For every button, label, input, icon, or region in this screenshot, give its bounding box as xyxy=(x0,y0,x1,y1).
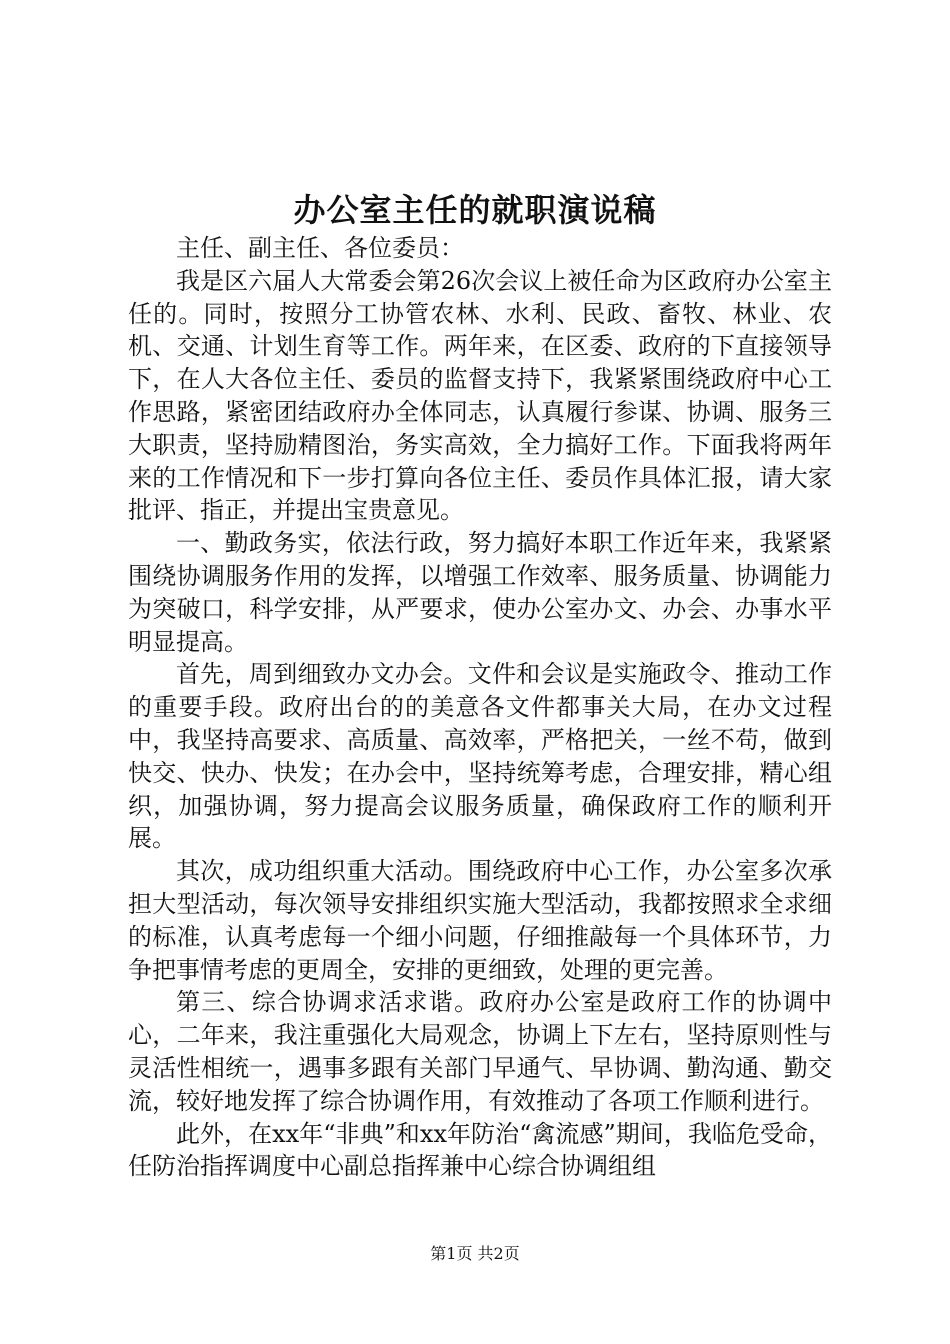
body-paragraph: 其次，成功组织重大活动。围绕政府中心工作，办公室多次承担大型活动，每次领导安排组织实施大型活动，我都按照求全求细的标准，认真考虑每一个细小问题，仔细推敲每一个具体环节，力争把事情考虑的更周全，安排的更细致，处理的更完善。 xyxy=(128,857,832,984)
body-paragraph: 我是区六届人大常委会第26次会议上被任命为区政府办公室主任的。同时，按照分工协管农林、水利、民政、畜牧、林业、农机、交通、计划生育等工作。两年来，在区委、政府的下直接领导下，在人大各位主任、委员的监督支持下，我紧紧围绕政府中心工作思路，紧密团结政府办全体同志，认真履行参谋、协调、服务三大职责，坚持励精图治，务实高效，全力搞好工作。下面我将两年来的工作情况和下一步打算向各位主任、委员作具体汇报，请大家批评、指正，并提出宝贵意见。 xyxy=(128,266,832,525)
body-paragraph: 首先，周到细致办文办会。文件和会议是实施政令、推动工作的重要手段。政府出台的的美意各文件都事关大局，在办文过程中，我坚持高要求、高质量、高效率，严格把关，一丝不苟，做到快交、快办、快发；在办会中，坚持统筹考虑，合理安排，精心组织，加强协调，努力提高会议服务质量，确保政府工作的顺利开展。 xyxy=(128,660,832,853)
page-number-footer: 第1页 共2页 xyxy=(430,1244,520,1263)
document-title: 办公室主任的就职演说稿 xyxy=(293,191,657,229)
body-paragraph: 此外，在xx年“非典”和xx年防治“禽流感”期间，我临危受命，任防治指挥调度中心副总指挥兼中心综合协调组组 xyxy=(128,1119,832,1181)
document-body xyxy=(128,232,832,1183)
body-paragraph: 一、勤政务实，依法行政，努力搞好本职工作近年来，我紧紧围绕协调服务作用的发挥，以增强工作效率、服务质量、协调能力为突破口，科学安排，从严要求，使办公室办文、办会、办事水平明显提高。 xyxy=(128,529,832,656)
body-paragraph: 第三、综合协调求活求谐。政府办公室是政府工作的协调中心，二年来，我注重强化大局观念，协调上下左右，坚持原则性与灵活性相统一，遇事多跟有关部门早通气、早协调、勤沟通、勤交流，较好地发挥了综合协调作用，有效推动了各项工作顺利进行。 xyxy=(128,988,832,1115)
salutation-paragraph: 主任、副主任、各位委员： xyxy=(176,234,464,262)
